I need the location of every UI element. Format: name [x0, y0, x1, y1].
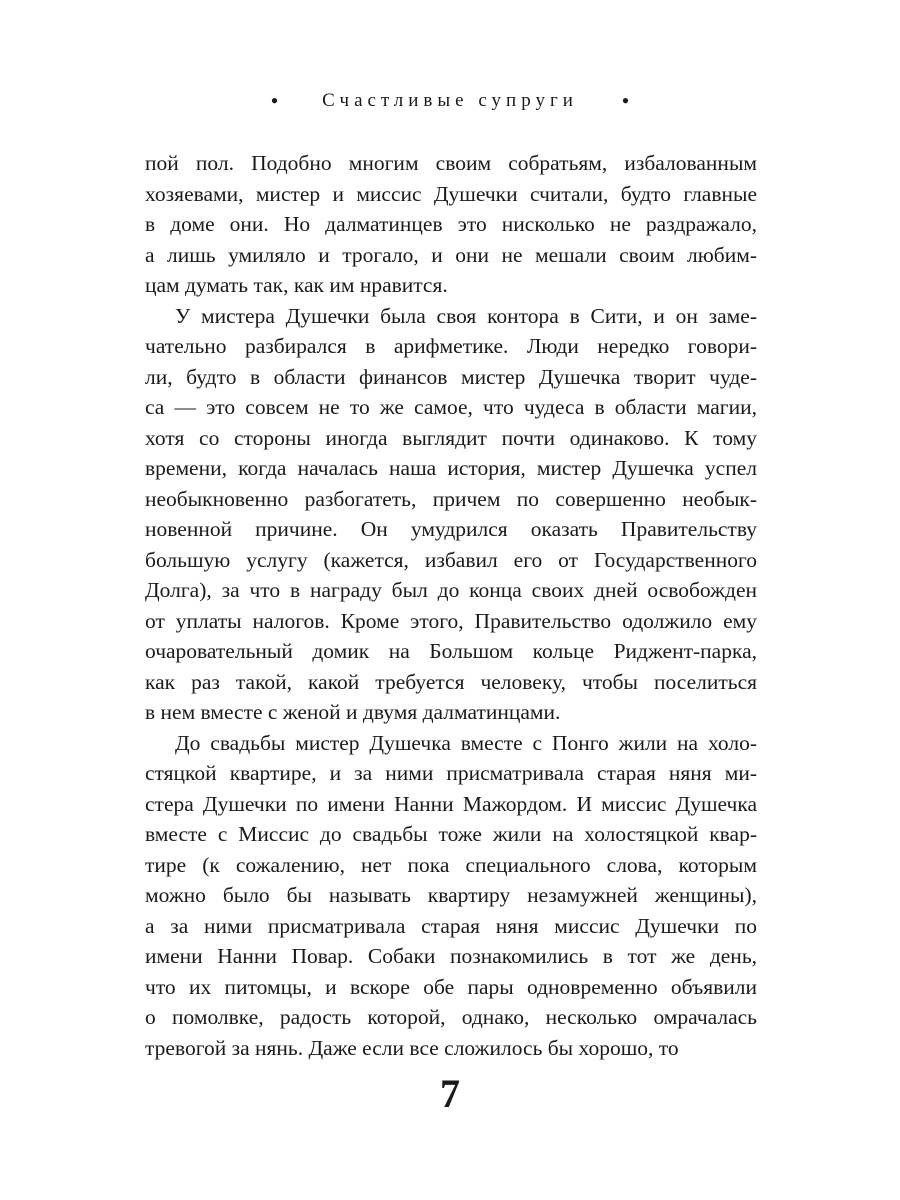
text-line: от уплаты налогов. Кроме этого, Правительство одолжило ему: [145, 608, 757, 633]
text-line: У мистера Душечки была своя контора в Сити, и он заме-: [175, 303, 757, 328]
text-line: а лишь умиляло и трогало, и они не мешали своим любим-: [145, 242, 757, 267]
text-line: хотя со стороны иногда выглядит почти одинаково. К тому: [145, 425, 757, 450]
text-line: очаровательный домик на Большом кольце Риджент-парка,: [145, 639, 757, 663]
running-head-bullet-left: •: [270, 87, 279, 113]
text-line: новенной причине. Он умудрился оказать Правительству: [145, 517, 757, 541]
text-line: Долга), за что в награду был до конца своих дней освобожден: [145, 578, 757, 602]
text-line: времени, когда началась наша история, мистер Душечка успел: [145, 456, 757, 480]
paragraph: [145, 301, 757, 728]
paragraph: [145, 148, 757, 301]
text-line: пой пол. Подобно многим своим собратьям, избалованным: [145, 151, 757, 175]
text-line: необыкновенно разбогатеть, причем по совершенно необык-: [145, 486, 757, 511]
running-head-title: Счастливые супруги: [322, 89, 578, 111]
text-line: стяцкой квартире, и за ними присматривала старая няня ми-: [145, 761, 757, 785]
text-line: имени Нанни Повар. Собаки познакомились в тот же день,: [145, 944, 757, 968]
running-head: [0, 88, 900, 113]
text-line: тревогой за нянь. Даже если все сложилось бы хорошо, то: [145, 1035, 679, 1060]
text-line: большую услугу (кажется, избавил его от Государственного: [145, 547, 757, 572]
text-line: са — это совсем не то же самое, что чудеса в области магии,: [145, 395, 757, 419]
text-line: в доме они. Но далматинцев это нисколько не раздражало,: [145, 212, 757, 236]
running-head-bullet-right: •: [621, 87, 630, 113]
body-text: [145, 148, 757, 1063]
text-line: вместе с Миссис до свадьбы тоже жили на холостяцкой квар-: [145, 822, 757, 846]
text-line: о помолвке, радость которой, однако, несколько омрачалась: [145, 1005, 757, 1029]
text-line: хозяевами, мистер и миссис Душечки считали, будто главные: [145, 181, 757, 206]
text-line: стера Душечки по имени Нанни Мажордом. И миссис Душечка: [145, 791, 757, 816]
text-line: чательно разбирался в арифметике. Люди нередко говори-: [145, 334, 757, 358]
text-line: ли, будто в области финансов мистер Душечка творит чуде-: [145, 364, 757, 389]
text-line: До свадьбы мистер Душечка вместе с Понго жили на холо-: [175, 730, 757, 755]
text-line: в нем вместе с женой и двумя далматинцами.: [145, 700, 561, 724]
text-line: а за ними присматривала старая няня миссис Душечки по: [145, 913, 757, 938]
text-line: можно было бы называть квартиру незамужней женщины),: [145, 883, 757, 907]
text-line: тире (к сожалению, нет пока специального слова, которым: [145, 852, 757, 877]
paragraph: [145, 728, 757, 1064]
text-line: цам думать так, как им нравится.: [145, 273, 448, 297]
page-number: 7: [440, 1071, 460, 1116]
text-line: как раз такой, какой требуется человеку, чтобы поселиться: [145, 669, 757, 694]
text-line: что их питомцы, и вскоре обе пары одновременно объявили: [145, 974, 757, 999]
